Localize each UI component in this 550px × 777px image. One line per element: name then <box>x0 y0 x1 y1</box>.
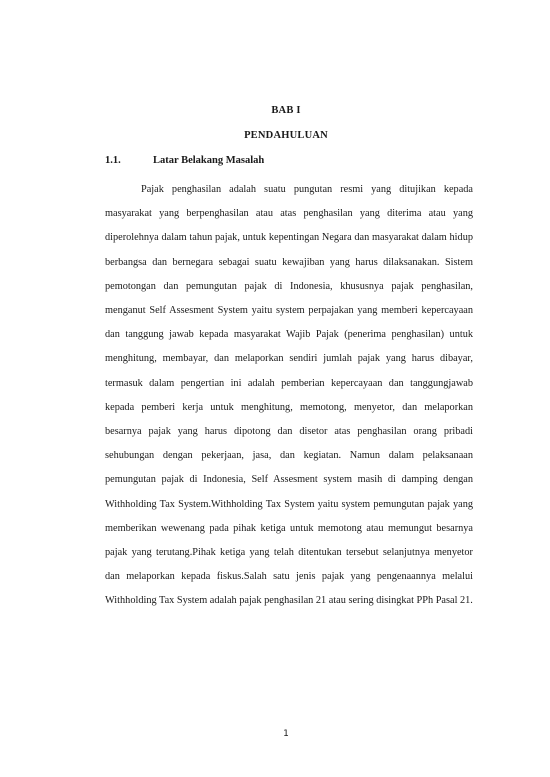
chapter-title: PENDAHULUAN <box>244 130 328 141</box>
page-number: 1 <box>283 729 289 739</box>
section-number: 1.1. <box>105 155 121 166</box>
section-heading <box>105 155 264 166</box>
chapter-heading: BAB I <box>271 105 301 116</box>
body-paragraph: Pajak penghasilan adalah suatu pungutan resmi yang ditujikan kepada masyarakat yang berpenghasilan atau atas penghasilan yang diterima atau yang diperolehnya dalam tahun pajak, untuk kepentingan Negara dan masyarakat dalam hidup berbangsa dan bernegara sebagai suatu kewajiban yang harus dilaksanakan. Sistem pemotongan dan pemungutan pajak di Indonesia, khususnya pajak penghasilan, menganut Self Assesment System yaitu system perpajakan yang memberi kepercayaan dan tanggung jawab kepada masyarakat Wajib Pajak (penerima penghasilan) untuk menghitung, membayar, dan melaporkan sendiri jumlah pajak yang harus dibayar, termasuk dalam pengertian ini adalah pemberian kepercayaan dan tanggungjawab kepada pemberi kerja untuk menghitung, memotong, menyetor, dan melaporkan besarnya pajak yang harus dipotong dan disetor atas penghasilan orang pribadi sehubungan dengan pekerjaan, jasa, dan kegiatan. Namun dalam pelaksanaan pemungutan pajak di Indonesia, Self Assesment system masih di damping dengan Withholding Tax System.Withholding Tax System yaitu system pemungutan pajak yang memberikan wewenang pada pihak ketiga untuk memotong atau memungut besarnya pajak yang terutang.Pihak ketiga yang telah ditentukan tersebut selanjutnya menyetor dan melaporkan kepada fiskus.Salah satu jenis pajak yang pengenaannya melalui Withholding Tax System adalah pajak penghasilan 21 atau sering disingkat PPh Pasal 21. <box>105 184 473 607</box>
section-title: Latar Belakang Masalah <box>153 155 265 166</box>
